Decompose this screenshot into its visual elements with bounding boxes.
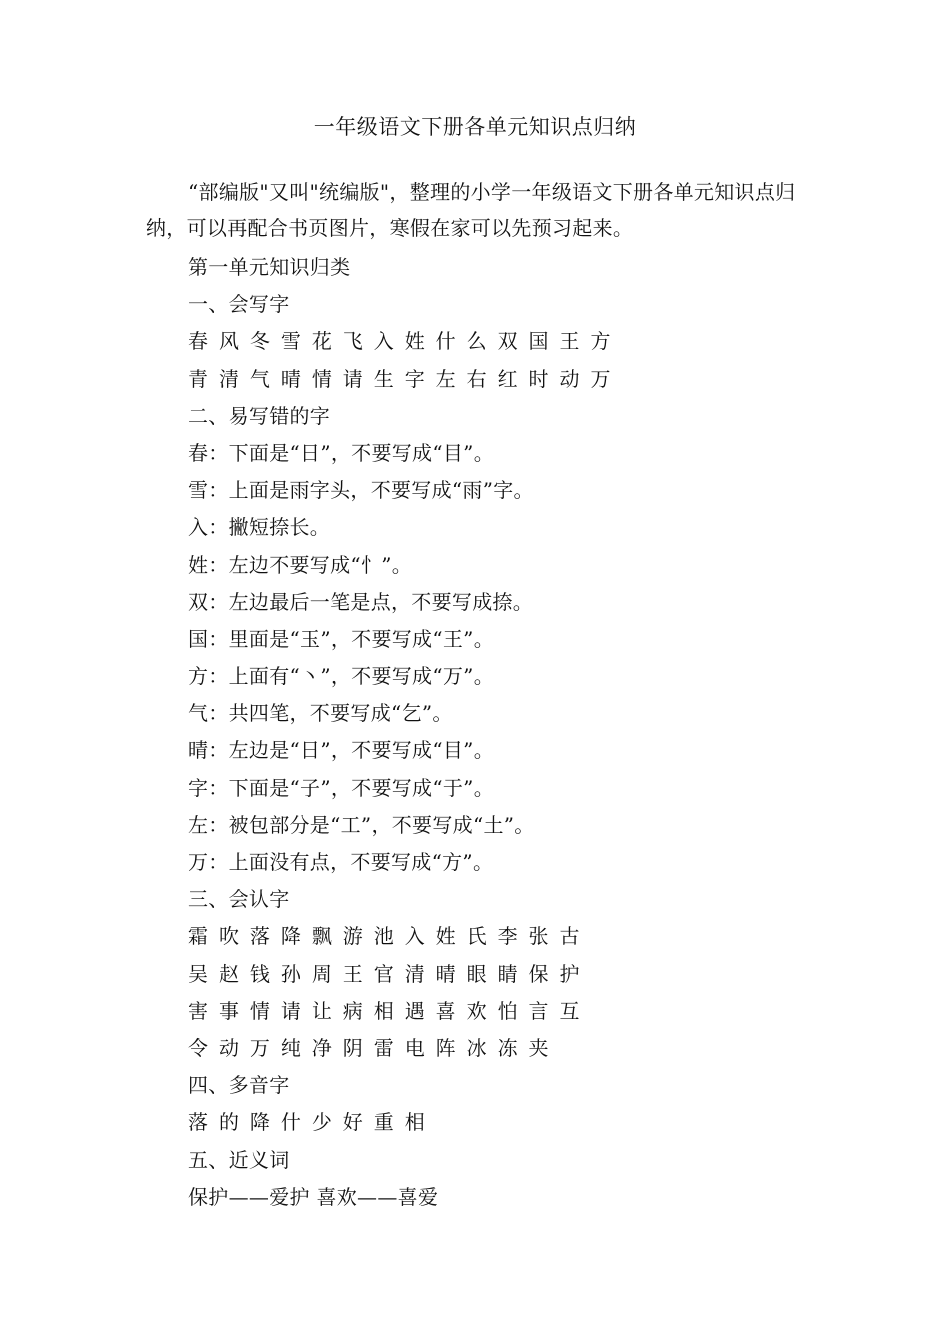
subsection-heading: 二、易写错的字 [188,403,331,428]
note-line: 字：下面是“子”，不要写成“于”。 [188,775,494,800]
note-line: 雪：上面是雨字头，不要写成“雨”字。 [188,478,534,503]
subsection-heading: 四、多音字 [188,1073,290,1098]
note-line: 春：下面是“日”，不要写成“目”。 [188,440,494,465]
character-row: 落 的 降 什 少 好 重 相 [188,1110,426,1135]
content-lines [188,249,611,1216]
note-line: 左：被包部分是“工”，不要写成“土”。 [188,812,535,837]
note-line: 国：里面是“玉”，不要写成“王”。 [188,626,494,651]
section-heading-unit-1: 第一单元知识归类 [188,255,351,279]
synonym-line: 保护——爱护 喜欢——喜爱 [188,1184,439,1209]
note-line: 双：左边最后一笔是点，不要写成捺。 [188,589,534,614]
subsection-heading: 一、会写字 [188,292,290,317]
note-line: 姓：左边不要写成“忄”。 [188,552,413,577]
subsection-heading: 五、近义词 [188,1147,290,1172]
character-row: 令 动 万 纯 净 阴 雷 电 阵 冰 冻 夹 [188,1035,549,1060]
note-line: 方：上面有“丶”，不要写成“万”。 [188,664,494,689]
character-row: 春 风 冬 雪 花 飞 入 姓 什 么 双 国 王 方 [188,329,611,354]
note-line: 万：上面没有点，不要写成“方”。 [188,850,494,874]
character-row: 害 事 情 请 让 病 相 遇 喜 欢 怕 言 互 [188,998,580,1023]
document-title: 一年级语文下册各单元知识点归纳 [313,115,637,139]
character-row: 吴 赵 钱 孙 周 王 官 清 晴 眼 睛 保 护 [188,961,580,986]
subsection-heading: 三、会认字 [188,887,290,912]
note-line: 入：撇短捺长。 [188,515,331,540]
intro-paragraph: “部编版"又叫"统编版"，整理的小学一年级语文下册各单元知识点归纳，可以再配合书页图片，寒假在家可以先预习起来。 [146,180,796,240]
character-row: 青 清 气 晴 情 请 生 字 左 右 红 时 动 万 [188,366,611,391]
note-line: 晴：左边是“日”，不要写成“目”。 [188,738,494,763]
character-row: 霜 吹 落 降 飘 游 池 入 姓 氏 李 张 古 [188,924,580,949]
note-line: 气：共四笔，不要写成“乞”。 [188,701,453,726]
